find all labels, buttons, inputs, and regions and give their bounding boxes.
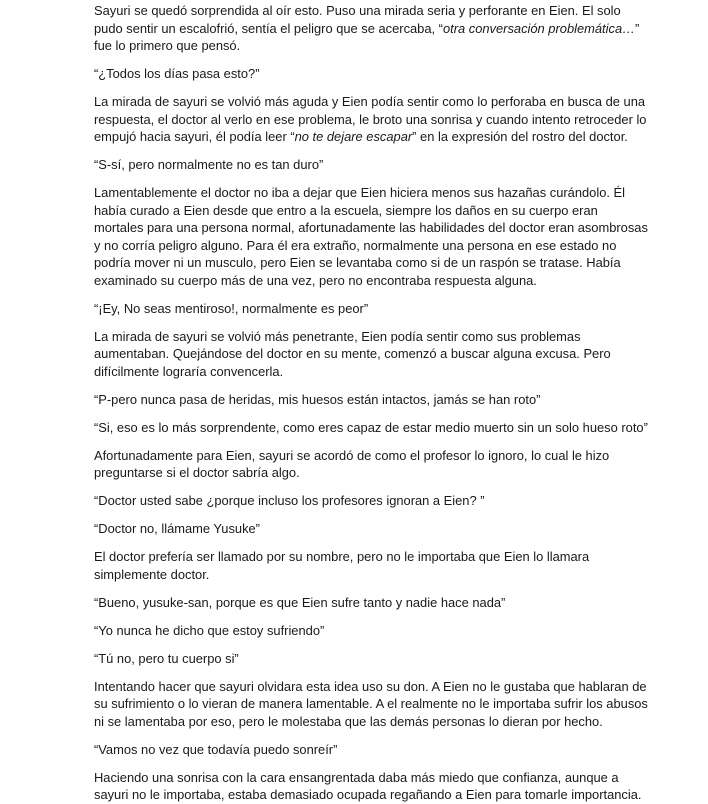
paragraph <box>94 650 648 668</box>
paragraph <box>94 419 648 437</box>
paragraph <box>94 520 648 538</box>
text-span: La mirada de sayuri se volvió más penetrante, Eien podía sentir como sus problemas aumentaban. Quejándose del doctor en su mente, comenzó a buscar alguna excusa. Pero difícilmente lograría convencerla. <box>94 328 611 379</box>
text-span: ” en la expresión del rostro del doctor. <box>412 129 628 144</box>
text-span: “¡Ey, No seas mentiroso!, normalmente es peor” <box>94 300 369 316</box>
text-span: “S-sí, pero normalmente no es tan duro” <box>94 157 324 172</box>
text-span: Sayuri se quedó sorprendida al oír esto. Puso una mirada seria y perforante en Eien. El solo pudo sentir un escalofrió, sentía el peligro que se acercaba, “ <box>94 3 621 36</box>
text-span: El doctor prefería ser llamado por su nombre, pero no le importaba que Eien lo llamara simplemente doctor. <box>94 549 590 582</box>
paragraph <box>94 678 648 731</box>
text-span: La mirada de sayuri se volvió más aguda y Eien podía sentir como lo perforaba en busca de una respuesta, el doctor al verlo en ese problema, le broto una sonrisa y cuando intento retroceder lo empujó hacia sayuri, él podía leer “ <box>94 94 647 144</box>
text-span: “Yo nunca he dicho que estoy sufriendo” <box>94 622 325 638</box>
italic-text: no te dejare escapar <box>294 129 413 144</box>
paragraph <box>94 93 648 146</box>
paragraph <box>94 156 648 174</box>
italic-text: otra conversación problemática… <box>442 20 636 36</box>
paragraph <box>94 492 648 510</box>
paragraph <box>94 769 648 804</box>
paragraph <box>94 622 648 640</box>
text-span: “Doctor usted sabe ¿porque incluso los profesores ignoran a Eien? ” <box>94 493 485 508</box>
paragraph <box>94 548 648 583</box>
text-span: Lamentablemente el doctor no iba a dejar que Eien hiciera menos sus hazañas curándolo. Él había curado a Eien desde que entro a la escuela, siempre los daños en su cuerpo eran mortales para una persona normal, afortunadamente las habilidades del doctor eran asombrosas y no corría peligro alguno. Para él era extraño, normalmente una persona en ese estado no podría mover ni un musculo, pero Eien se levantaba como si de un raspón se tratase. Había examinado su cuerpo más de una vez, pero no encontraba respuesta alguna. <box>94 185 648 288</box>
paragraph <box>94 594 648 612</box>
text-span: Afortunadamente para Eien, sayuri se acordó de como el profesor lo ignoro, lo cual le hizo preguntarse si el doctor sabría algo. <box>94 447 610 480</box>
text-span: “P-pero nunca pasa de heridas, mis huesos están intactos, jamás se han roto” <box>94 391 541 407</box>
text-span: “¿Todos los días pasa esto?” <box>94 66 260 81</box>
text-span: Intentando hacer que sayuri olvidara esta idea uso su don. A Eien no le gustaba que hablaran de su sufrimiento o lo vieran de manera lamentable. A el realmente no le importaba sufrir los abusos ni se lamentaba por eso, pero le molestaba que las demás personas lo dieran por hecho. <box>94 678 648 729</box>
text-span: “Doctor no, llámame Yusuke” <box>94 521 260 536</box>
text-span: “Bueno, yusuke-san, porque es que Eien sufre tanto y nadie hace nada” <box>94 594 506 610</box>
text-span: “Tú no, pero tu cuerpo si” <box>94 650 239 666</box>
paragraph <box>94 300 648 318</box>
text-span: Haciendo una sonrisa con la cara ensangrentada daba más miedo que confianza, aunque a sayuri no le importaba, estaba demasiado ocupada regañando a Eien para tomarle importancia. <box>94 769 642 802</box>
text-span: “Si, eso es lo más sorprendente, como eres capaz de estar medio muerto sin un solo hueso roto” <box>94 419 648 435</box>
paragraph <box>94 447 648 482</box>
text-span: ” fue lo primero que pensó. <box>94 20 640 53</box>
text-span: “Vamos no vez que todavía puedo sonreír” <box>94 741 338 757</box>
paragraph <box>94 328 648 381</box>
paragraph <box>94 741 648 759</box>
paragraph <box>94 65 648 83</box>
paragraph <box>94 391 648 409</box>
paragraph <box>94 184 648 289</box>
paragraph <box>94 2 648 55</box>
